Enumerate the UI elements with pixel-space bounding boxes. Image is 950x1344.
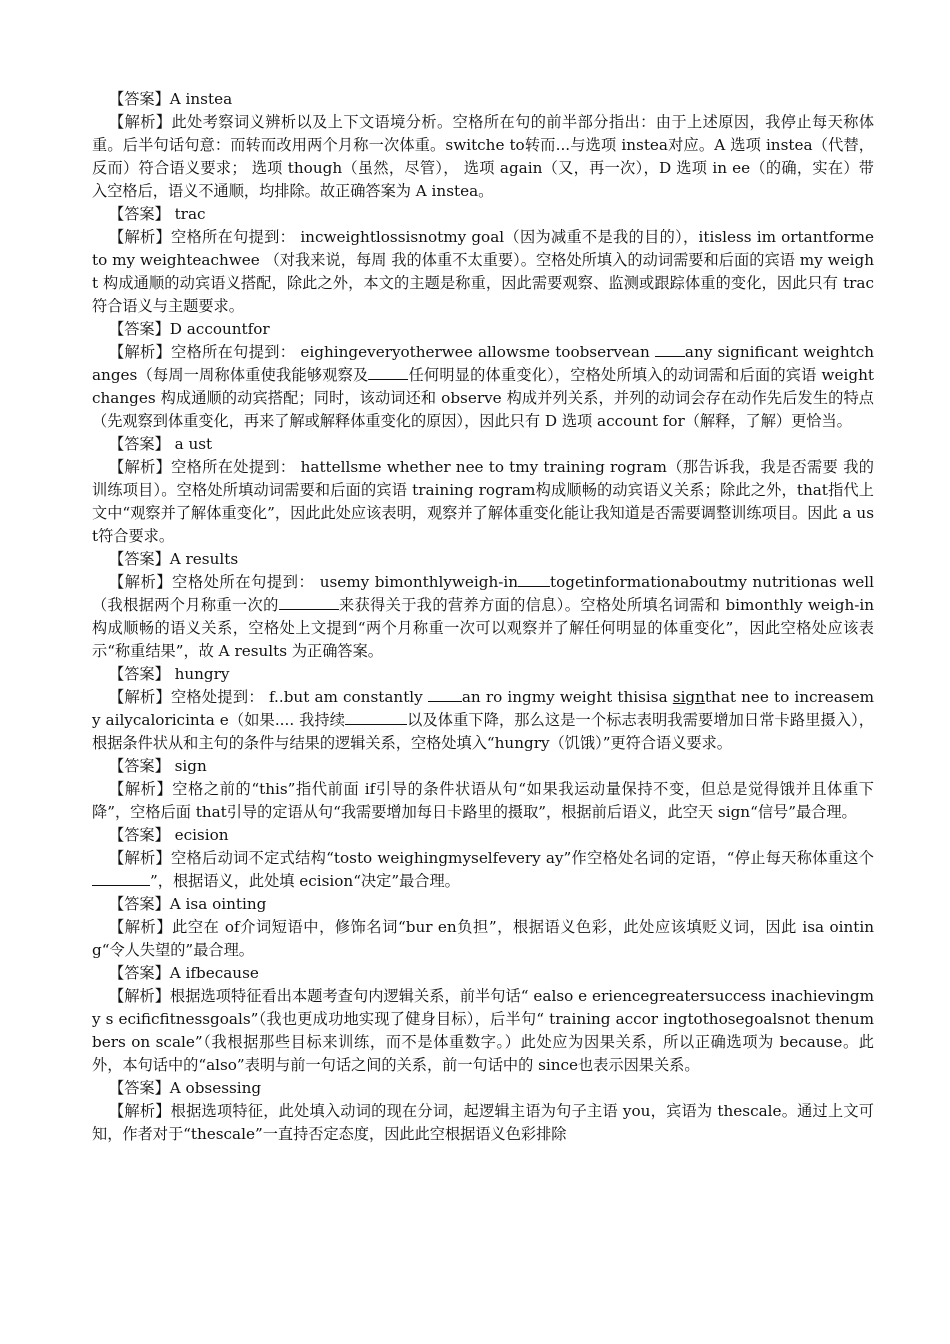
answer-line: 【答案】A obsessing xyxy=(109,1079,262,1097)
answer-line: 【答案】 sign xyxy=(109,757,207,775)
explanation-paragraph xyxy=(92,341,874,433)
explanation-text: 【解析】空格处提到： f..but am constantly xyxy=(109,688,428,706)
blank-line xyxy=(518,572,550,587)
explanation-paragraph: 【解析】空格所在句提到： incweightlossisnotmy goal（因为减重不是我的目的），itisless im ortantforme to my weighteachwee （对我来说，每周 我的体重不太重要）。空格处所填入的动词需要和后面的宾语 my weight 构成通顺的动宾语义搭配，除此之外，本文的主题是称重，因此需要观察、监测或跟踪体重的变化，因此只有 trac 符合语义与主题要求。 xyxy=(92,228,874,315)
explanation-text: 【解析】空格后动词不定式结构“tosto weighingmyselfevery ay”作空格处名词的定语，“停止每天称体重这个 xyxy=(109,849,874,867)
answer-line: 【答案】A ifbecause xyxy=(109,964,259,982)
blank-line xyxy=(655,342,685,357)
explanation-paragraph xyxy=(92,686,874,755)
answer-explanation-document xyxy=(92,88,874,1146)
explanation-text: that nee to increasemy ailycaloricinta e（如果.... 我持续 xyxy=(92,688,874,729)
underlined-word: sign xyxy=(672,688,705,706)
explanation-paragraph: 【解析】根据选项特征看出本题考查句内逻辑关系，前半句话“ ealso e eriencegreatersuccess inachievingmy s ecificfitnessgoals”（我也更成功地实现了健身目标），后半句“ training accor ingtothosegoalsnot thenumbers on scale”（我根据那些目标来训练，而不是体重数字。）此处应为因果关系，所以正确选项为 because。此外，本句话中的“also”表明与前一句话之间的关系，前一句话中的 since也表示因果关系。 xyxy=(92,987,874,1074)
explanation-text: 来获得关于我的营养方面的信息）。空格处所填名词需和 bimonthly weigh-in 构成顺畅的语义关系，空格处上文提到“两个月称重一次可以观察并了解任何明显的体重变化”，因此空格处应该表示“称重结果”，故 A results 为正确答案。 xyxy=(92,596,875,660)
explanation-text: ”，根据语义，此处填 ecision“决定”最合理。 xyxy=(150,872,460,890)
answer-line: 【答案】 trac xyxy=(109,205,206,223)
answer-line: 【答案】 ecision xyxy=(109,826,229,844)
blank-line xyxy=(279,595,339,610)
explanation-text: 【解析】空格处所在句提到： usemy bimonthlyweigh-in xyxy=(109,573,519,591)
answer-line: 【答案】A instea xyxy=(109,90,233,108)
answer-line: 【答案】 a ust xyxy=(109,435,213,453)
blank-line xyxy=(345,710,407,725)
blank-line xyxy=(428,687,462,702)
explanation-text: 【解析】空格所在句提到： eighingeveryotherwee allowsme toobservean xyxy=(109,343,655,361)
explanation-paragraph: 【解析】空格所在处提到： hattellsme whether nee to tmy training rogram（那告诉我，我是否需要 我的训练项目）。空格处所填动词需要和后面的宾语 training rogram构成顺畅的动宾语义关系；除此之外，that指代上文中“观察并了解体重变化”，因此此处应该表明，观察并了解体重变化能让我知道是否需要调整训练项目。因此 a ust符合要求。 xyxy=(92,458,874,545)
explanation-text: any significant weightchanges（每周一周称体重使我能够观察及 xyxy=(92,343,874,384)
answer-line: 【答案】D accountfor xyxy=(109,320,270,338)
explanation-paragraph xyxy=(92,847,874,893)
explanation-text: an ro ingmy weight thisisa xyxy=(461,688,668,706)
answer-line: 【答案】 hungry xyxy=(109,665,230,683)
explanation-text: 以及体重下降，那么这是一个标志表明我需要增加日常卡路里摄入），根据条件状从和主句的条件与结果的逻辑关系，空格处填入“hungry（饥饿）”更符合语义要求。 xyxy=(92,711,874,752)
explanation-text: 任何明显的体重变化），空格处所填入的动词需和后面的宾语 weight changes 构成通顺的动宾搭配；同时，该动词还和 observe 构成并列关系，并列的动词会存在动作先后发生的特点（先观察到体重变化，再来了解或解释体重变化的原因），因此只有 D 选项 account for（解释，了解）更恰当。 xyxy=(92,366,874,430)
explanation-text: togetinformationaboutmy nutritionas well（我根据两个月称重一次的 xyxy=(92,573,874,614)
explanation-paragraph: 【解析】根据选项特征，此处填入动词的现在分词，起逻辑主语为句子主语 you，宾语为 thescale。通过上文可知，作者对于“thescale”一直持否定态度，因此此空根据语义色彩排除 xyxy=(92,1102,874,1143)
explanation-paragraph: 【解析】空格之前的“this”指代前面 if引导的条件状语从句“如果我运动量保持不变，但总是觉得饿并且体重下降”，空格后面 that引导的定语从句“我需要增加每日卡路里的摄取”，根据前后语义，此空天 sign“信号”最合理。 xyxy=(92,780,874,821)
answer-line: 【答案】A results xyxy=(109,550,239,568)
blank-line xyxy=(92,871,150,886)
explanation-paragraph: 【解析】此处考察词义辨析以及上下文语境分析。空格所在句的前半部分指出：由于上述原因，我停止每天称体重。后半句话句意：而转而改用两个月称一次体重。switche to转而...与选项 instea对应。A 选项 instea（代替，反而）符合语义要求； 选项 though（虽然，尽管）， 选项 again（又，再一次），D 选项 in ee（的确，实在）带入空格后，语义不通顺，均排除。故正确答案为 A instea。 xyxy=(92,113,874,200)
answer-line: 【答案】A isa ointing xyxy=(109,895,267,913)
blank-line xyxy=(368,365,408,380)
explanation-paragraph xyxy=(92,571,874,663)
explanation-paragraph: 【解析】此空在 of介词短语中，修饰名词“bur en负担”，根据语义色彩，此处应该填贬义词，因此 isa ointing“令人失望的”最合理。 xyxy=(92,918,874,959)
